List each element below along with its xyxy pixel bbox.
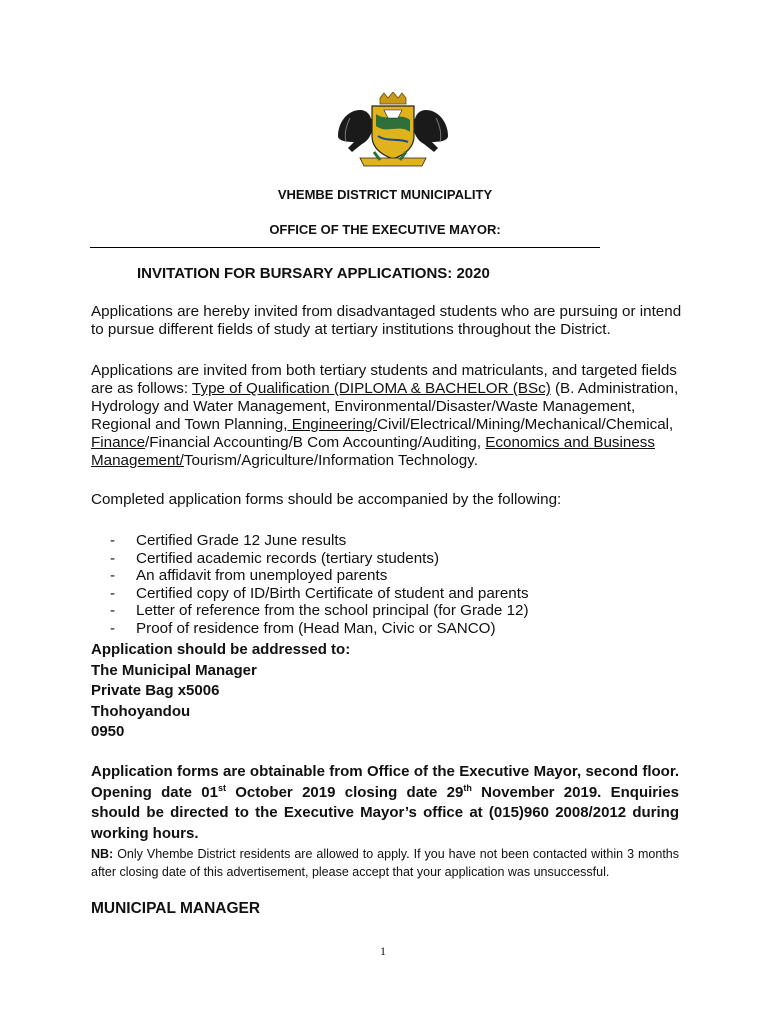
address-line: Private Bag x5006 <box>91 682 220 699</box>
finance-field: Finance <box>91 434 146 451</box>
nb-note <box>91 845 679 881</box>
list-item: - Certified Grade 12 June results <box>110 532 347 549</box>
address-lead: Application should be addressed to: <box>91 641 351 658</box>
postal-address <box>91 640 350 743</box>
list-item: - Letter of reference from the school principal (for Grade 12) <box>110 602 529 620</box>
list-item: - An affidavit from unemployed parents <box>110 567 388 585</box>
list-item: - Proof of residence from (Head Man, Civic or SANCO) <box>110 619 496 637</box>
office-name: OFFICE OF THE EXECUTIVE MAYOR: <box>269 222 501 237</box>
header-divider <box>90 247 600 248</box>
list-item: - Certified copy of ID/Birth Certificate of student and parents <box>110 584 529 602</box>
intro-paragraph: Applications are hereby invited from disadvantaged students who are pursuing or intend to pursue different fields of study at tertiary institutions throughout the District. <box>91 303 682 338</box>
fields-part2: Civil/Electrical/Mining/Mechanical/Chemical, <box>376 416 674 433</box>
fields-part4: Tourism/Agriculture/Information Technology. <box>183 452 478 469</box>
engineering-field: Engineering/ <box>287 416 377 433</box>
address-line: The Municipal Manager <box>91 661 257 679</box>
economics-field: Economics and Business Management/ <box>91 434 655 469</box>
qualification-type: Type of Qualification (DIPLOMA & BACHELOR (BSc) <box>192 380 551 397</box>
org-name: VHEMBE DISTRICT MUNICIPALITY <box>277 187 493 202</box>
fields-lead: Applications are invited from both tertiary students and matriculants, and targeted fields are as follows: <box>91 362 677 397</box>
targeted-fields-paragraph <box>91 362 687 470</box>
document-title: INVITATION FOR BURSARY APPLICATIONS: 2020 <box>137 265 490 282</box>
required-documents-list <box>110 532 529 638</box>
list-item: - Certified academic records (tertiary students) <box>110 549 440 567</box>
address-line: 0950 <box>91 723 125 740</box>
accompany-paragraph: Completed application forms should be accompanied by the following: <box>91 491 562 508</box>
nb-text: Only Vhembe District residents are allowed to apply. If you have not been contacted within 3 months after closing date of this advertisement, please accept that your application was unsuccessful. <box>91 847 679 879</box>
address-line: Thohoyandou <box>91 702 191 720</box>
fields-part1: (B. Administration, Hydrology and Water Management, Environmental/Disaster/Waste Management, Regional and Town Planning, <box>91 380 679 433</box>
municipal-coat-of-arms <box>330 92 456 170</box>
nb-label: NB: <box>91 847 114 861</box>
page-number: 1 <box>380 944 386 958</box>
forms-paragraph: Application forms are obtainable from Office of the Executive Mayor, second floor. Opening date 01st October 2019 closing date 29th November 2019. Enquiries should be directed to the Executive Mayor’s office at (015)960 2008/2012 during working hours. <box>91 763 679 842</box>
fields-part3: /Financial Accounting/B Com Accounting/Auditing, <box>145 434 486 451</box>
signoff: MUNICIPAL MANAGER <box>91 900 261 917</box>
